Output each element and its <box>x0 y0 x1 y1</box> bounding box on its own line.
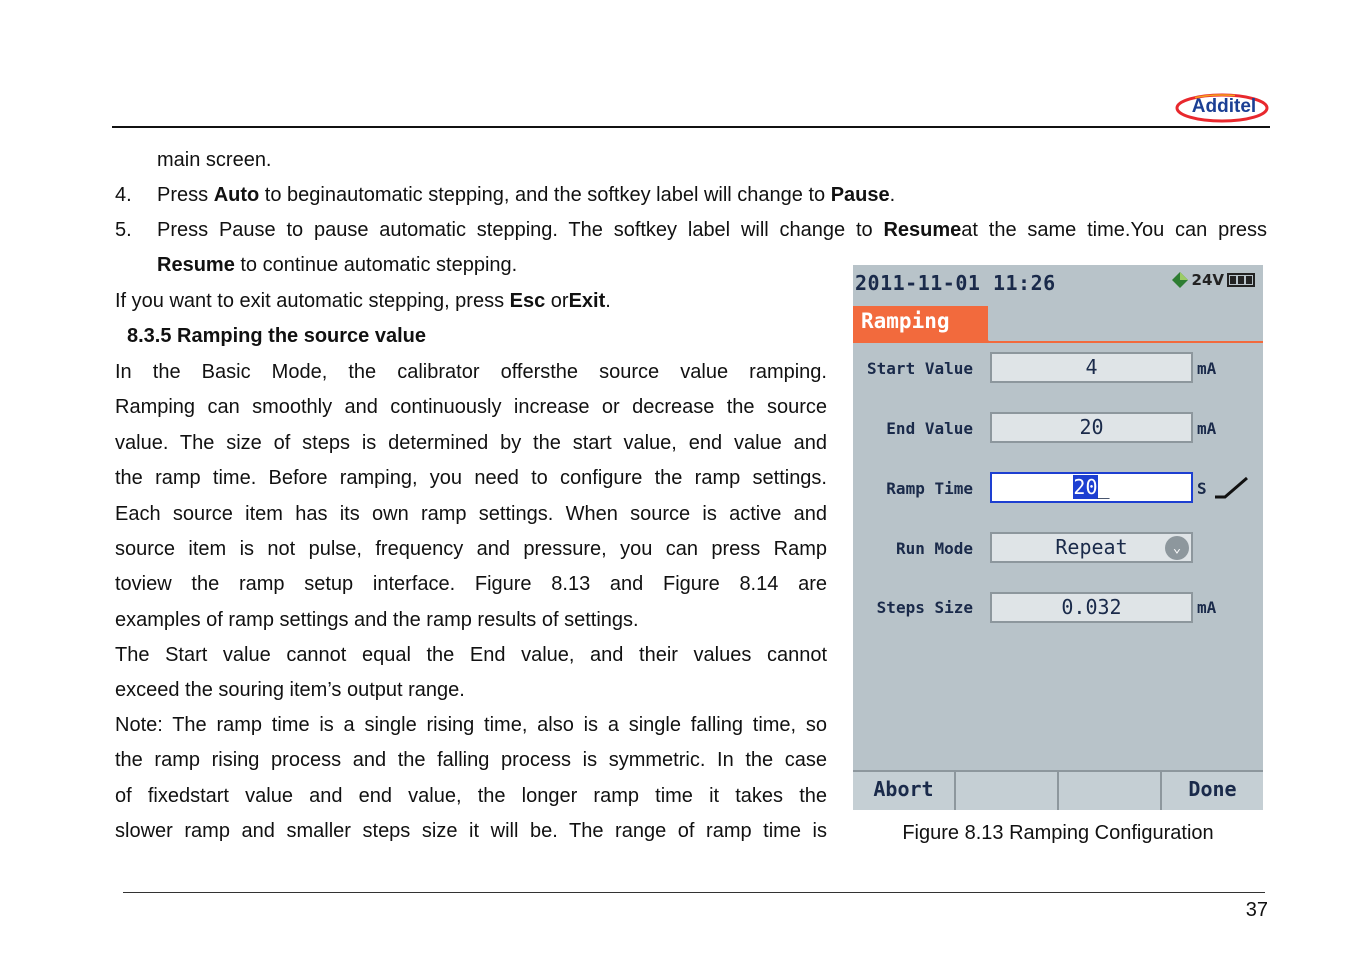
run-mode-select[interactable] <box>990 532 1193 563</box>
paragraph-line: the ramp time. Before ramping, you need to configure the ramp settings. <box>115 467 827 490</box>
paragraph-line: Each source item has its own ramp settings. When source is active and <box>115 502 827 525</box>
ramp-time-field[interactable] <box>990 472 1193 503</box>
section-title: 8.3.5 Ramping the source value <box>127 325 426 347</box>
softkey-3[interactable] <box>1059 772 1162 810</box>
diamond-icon <box>1171 271 1189 289</box>
step-4-text: Press Auto to beginautomatic stepping, and the softkey label will change to Pause. <box>157 184 896 206</box>
text-cursor: _ <box>1097 475 1110 499</box>
chevron-down-icon[interactable]: ⌄ <box>1165 536 1189 560</box>
end-value-label: End Value <box>886 419 973 438</box>
header-rule <box>112 126 1270 128</box>
svg-text:Additel: Additel <box>1191 96 1257 117</box>
start-value-field[interactable]: 4 <box>990 352 1193 383</box>
additel-logo <box>1174 88 1270 126</box>
power-status <box>1171 271 1255 289</box>
paragraph-line: the ramp rising process and the falling process is symmetric. In the case <box>115 749 827 772</box>
paragraph-line: Ramping can smoothly and continuously increase or decrease the source <box>115 396 827 419</box>
paragraph-line: toview the ramp setup interface. Figure 8.13 and Figure 8.14 are <box>115 573 827 596</box>
figure-caption: Figure 8.13 Ramping Configuration <box>902 822 1214 844</box>
softkey-2[interactable] <box>956 772 1059 810</box>
done-softkey[interactable]: Done <box>1162 772 1263 810</box>
steps-size-field: 0.032 <box>990 592 1193 623</box>
tab-rule <box>853 341 1263 343</box>
ramp-slope-icon <box>1213 475 1251 501</box>
paragraph-line: source item is not pulse, frequency and pressure, you can press Ramp <box>115 537 827 560</box>
step-4-number: 4. <box>115 184 132 206</box>
run-mode-label: Run Mode <box>895 539 973 558</box>
paragraph-line: Note: The ramp time is a single rising time, also is a single falling time, so <box>115 714 827 736</box>
paragraph-line: In the Basic Mode, the calibrator offersthe source value ramping. <box>115 361 827 383</box>
ramp-time-value: 20 <box>1073 475 1098 499</box>
ramp-time-unit: S <box>1197 479 1207 498</box>
steps-size-unit: mA <box>1197 598 1217 617</box>
paragraph-line: examples of ramp settings and the ramp results of settings. <box>115 608 639 631</box>
continued-line: main screen. <box>157 149 272 171</box>
step-5-text-line1: Press Pause to pause automatic stepping. The softkey label will change to Resumeat the same time.You can press <box>157 219 1267 241</box>
run-mode-value: Repeat <box>1055 535 1128 559</box>
start-value-label: Start Value <box>867 359 973 378</box>
abort-softkey[interactable]: Abort <box>853 772 956 810</box>
end-value-unit: mA <box>1197 419 1217 438</box>
paragraph-start-end <box>115 638 827 709</box>
ramp-time-label: Ramp Time <box>886 479 973 498</box>
paragraph-line: slower ramp and smaller steps size it will be. The range of ramp time is <box>115 820 827 843</box>
status-bar <box>853 265 1263 301</box>
tab-ramping-label: Ramping <box>861 309 950 333</box>
tab-slant <box>953 306 989 341</box>
paragraph-line: exceed the souring item’s output range. <box>115 679 465 702</box>
power-label: 24V <box>1191 271 1224 289</box>
steps-size-label: Steps Size <box>876 598 973 617</box>
exit-line: If you want to exit automatic stepping, press Esc orExit. <box>115 290 611 312</box>
step-5-number: 5. <box>115 219 132 241</box>
ramping-screen-figure <box>853 265 1263 810</box>
step-5-text-line2: Resume to continue automatic stepping. <box>157 254 518 276</box>
paragraph-line: value. The size of steps is determined by the start value, end value and <box>115 431 827 454</box>
paragraph-ramping <box>115 355 827 638</box>
end-value-field[interactable]: 20 <box>990 412 1193 443</box>
paragraph-note <box>115 708 827 850</box>
softkey-bar <box>853 770 1263 810</box>
paragraph-line: The Start value cannot equal the End value, and their values cannot <box>115 644 827 666</box>
datetime: 2011-11-01 11:26 <box>855 271 1056 295</box>
page-number: 37 <box>1245 899 1268 921</box>
footer-rule <box>123 892 1265 893</box>
start-value-unit: mA <box>1197 359 1217 378</box>
paragraph-line: of fixedstart value and end value, the longer ramp time it takes the <box>115 784 827 807</box>
battery-icon <box>1227 273 1255 287</box>
